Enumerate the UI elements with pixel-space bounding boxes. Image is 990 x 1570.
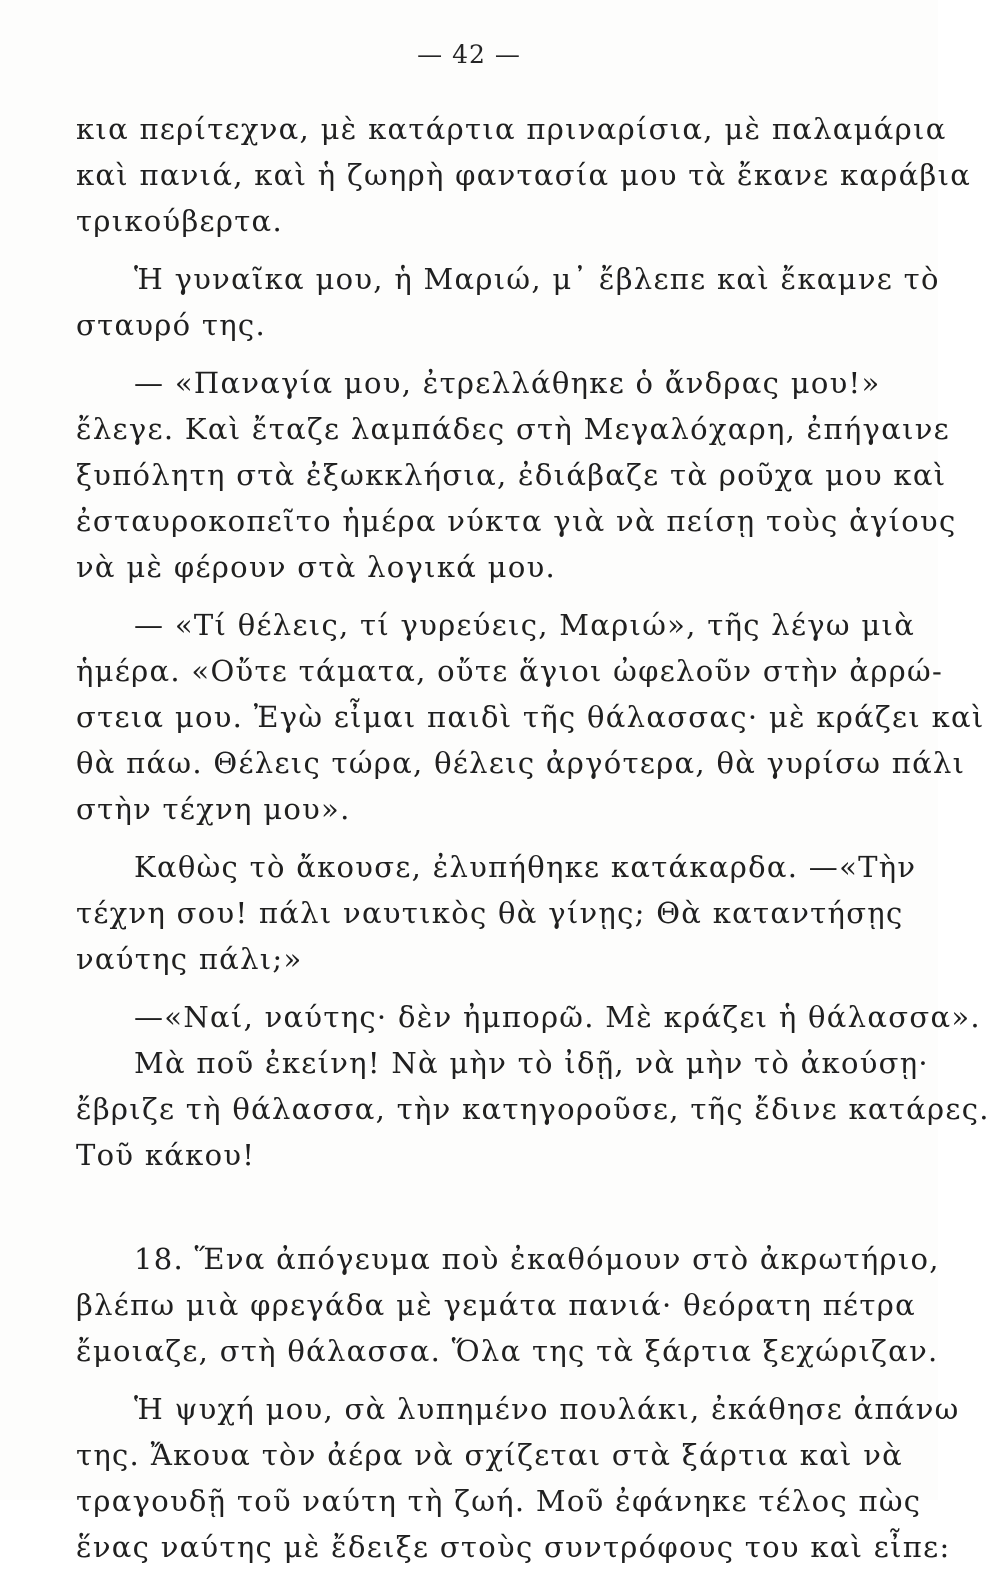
text-line: της. Ἄκουα τὸν ἀέρα νὰ σχίζεται στὰ ξάρτια καὶ νὰ [76,1438,904,1472]
paragraph [76,1386,960,1570]
paragraph [76,106,972,244]
section-paragraph [76,1236,940,1374]
page-body [76,106,990,1570]
text-line: Τοῦ κάκου! [76,1138,256,1172]
text-line: Μὰ ποῦ ἐκείνη! Νὰ μὴν τὸ ἰδῇ, νὰ μὴν τὸ ἀκούσῃ· [134,1046,929,1080]
paragraph [76,360,957,590]
text-line: καὶ πανιά, καὶ ἡ ζωηρὴ φαντασία μου τὰ ἔκανε καράβια [76,158,972,192]
text-line: τέχνη σου! πάλι ναυτικὸς θὰ γίνῃς; Θὰ καταντήσῃς [76,896,904,930]
section-gap [76,1178,876,1236]
paragraph-gap [76,1374,876,1386]
text-line: ἡμέρα. «Οὔτε τάματα, οὔτε ἅγιοι ὠφελοῦν στὴν ἀρρώ- [76,654,944,688]
paragraph [76,844,917,982]
text-line: τραγουδῇ τοῦ ναύτη τὴ ζωή. Μοῦ ἐφάνηκε τέλος πὼς [76,1484,922,1518]
text-line: — «Παναγία μου, ἐτρελλάθηκε ὁ ἄνδρας μου!» [134,366,881,400]
paragraph-gap [76,832,876,844]
text-line: στὴν τέχνη μου». [76,792,351,826]
paragraph-gap [76,590,876,602]
text-line: ξυπόλητη στὰ ἐξωκκλήσια, ἐδιάβαζε τὰ ροῦχα μου καὶ [76,458,947,492]
paragraph-gap [76,348,876,360]
text-line: ναύτης πάλι;» [76,942,303,976]
text-line: Καθὼς τὸ ἄκουσε, ἐλυπήθηκε κατάκαρδα. —«Τὴν [134,850,917,884]
paragraph-gap [76,982,876,994]
text-line: ἔλεγε. Καὶ ἔταζε λαμπάδες στὴ Μεγαλόχαρη, ἐπήγαινε [76,412,950,446]
text-line: ἐσταυροκοπεῖτο ἡμέρα νύκτα γιὰ νὰ πείσῃ τοὺς ἁγίους [76,504,957,538]
paragraph [76,256,940,348]
paragraph [76,994,990,1178]
text-line: Ἡ γυναῖκα μου, ἡ Μαριώ, μ᾽ ἔβλεπε καὶ ἔκαμνε τὸ [134,262,940,296]
paragraph-gap [76,244,876,256]
text-line: ἔμοιαζε, στὴ θάλασσα. Ὅλα της τὰ ξάρτια ξεχώριζαν. [76,1334,939,1368]
text-line: — «Τί θέλεις, τί γυρεύεις, Μαριώ», τῆς λέγω μιὰ [134,608,916,642]
page-number: — 42 — [417,40,521,69]
text-line: ἔβριζε τὴ θάλασσα, τὴν κατηγοροῦσε, τῆς ἔδινε κατάρες. [76,1092,990,1126]
paragraph [76,602,985,832]
text-line: βλέπω μιὰ φρεγάδα μὲ γεμάτα πανιά· θεόρατη πέτρα [76,1288,916,1322]
text-line: ἕνας ναύτης μὲ ἔδειξε στοὺς συντρόφους του καὶ εἶπε: [76,1530,951,1564]
text-line: Ἡ ψυχή μου, σὰ λυπημένο πουλάκι, ἐκάθησε ἀπάνω [134,1392,960,1426]
text-line: —«Ναί, ναύτης· δὲν ἠμπορῶ. Μὲ κράζει ἡ θάλασσα». [134,1000,981,1034]
text-line: 18. Ἕνα ἀπόγευμα ποὺ ἐκαθόμουν στὸ ἀκρωτήριο, [134,1242,940,1276]
text-line: θὰ πάω. Θέλεις τώρα, θέλεις ἀργότερα, θὰ γυρίσω πάλι [76,746,966,780]
text-line: νὰ μὲ φέρουν στὰ λογικά μου. [76,550,557,584]
text-line: στεια μου. Ἐγὼ εἶμαι παιδὶ τῆς θάλασσας· μὲ κράζει καὶ [76,700,985,734]
text-line: τρικούβερτα. [76,204,283,238]
text-line: κια περίτεχνα, μὲ κατάρτια πριναρίσια, μὲ παλαμάρια [76,112,947,146]
text-line: σταυρό της. [76,308,266,342]
